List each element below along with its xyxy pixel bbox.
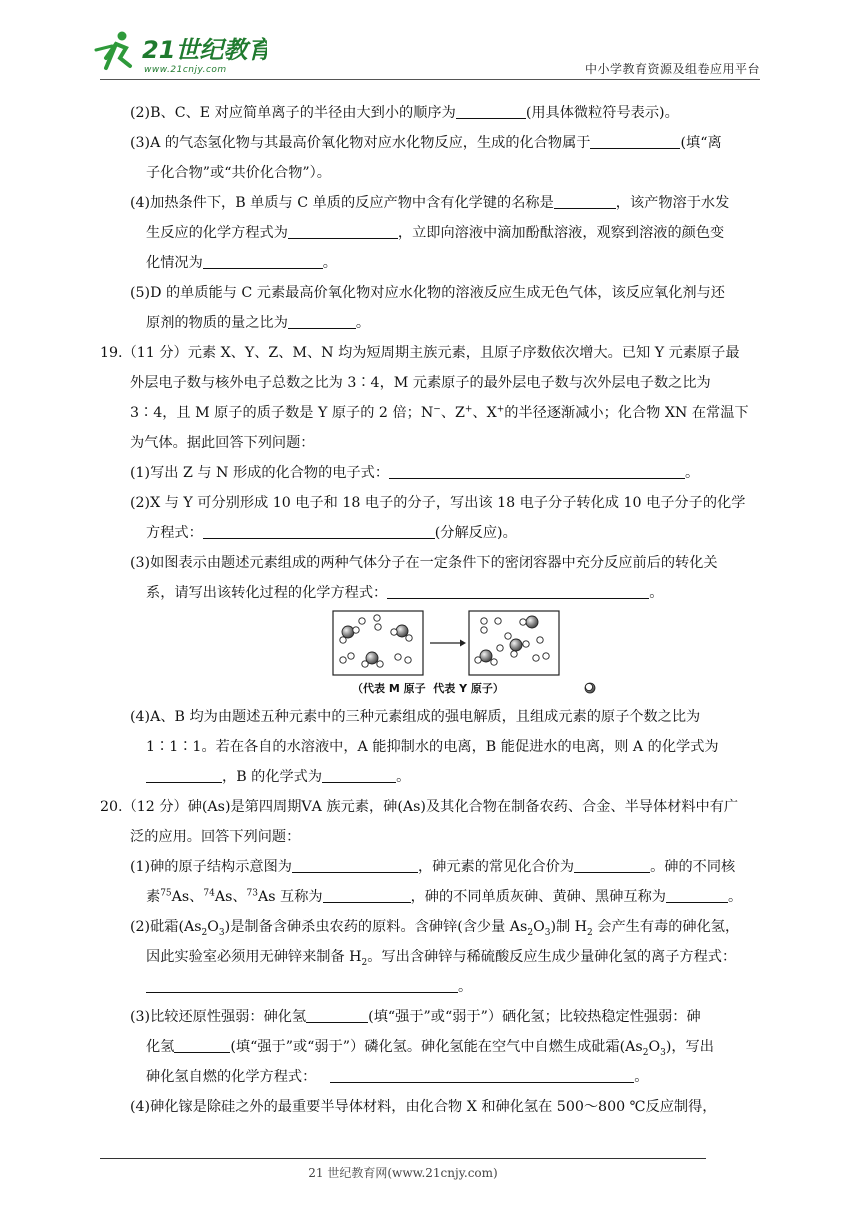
runner-logo-icon	[92, 28, 267, 78]
q20-part1: (1)砷的原子结构示意图为 ，砷元素的常见化合价为 。砷的不同核	[100, 852, 764, 882]
answer-blank[interactable]	[387, 582, 649, 599]
reaction-figure	[100, 608, 764, 702]
q18-part4: (4)加热条件下，B 单质与 C 单质的反应产物中含有化学键的名称是 ，该产物溶于水发	[100, 188, 764, 218]
svg-text:21世纪教育: 21世纪教育	[142, 36, 267, 64]
q20-part3-cont: 化氢 (填“强于”或“弱于”）磷化氢。砷化氢能在空气中自燃生成砒霜$(As_2O_3)$，写出	[100, 1032, 764, 1062]
brand-logo	[92, 28, 267, 78]
header-divider	[100, 79, 760, 80]
q20-part3-cont2: 砷化氢自燃的化学方程式： 。	[100, 1062, 764, 1092]
footer-divider	[100, 1158, 706, 1159]
q18-part3: (3)A 的气态氢化物与其最高价氧化物对应水化物反应，生成的化合物属于 (填“离	[100, 128, 764, 158]
answer-blank[interactable]	[203, 252, 323, 269]
answer-blank[interactable]	[203, 522, 435, 539]
q20-part2-cont: 因此实验室必须用无砷锌来制备 $H_2$。写出含砷锌与稀硫酸反应生成少量砷化氢的离子方程式：	[146, 949, 737, 968]
q19-part3: (3)如图表示由题述元素组成的两种气体分子在一定条件下的密闭容器中充分反应前后的转化关	[130, 555, 718, 571]
page-footer: 21 世纪教育网(www.21cnjy.com)	[308, 1166, 498, 1180]
q19-part1: (1)写出 Z 与 N 形成的化合物的电子式： 。	[100, 458, 764, 488]
answer-blank[interactable]	[288, 222, 398, 239]
q20-part4: (4)砷化镓是除硅之外的最重要半导体材料，由化合物 X 和砷化氢在 500～800 ℃反应制得，	[130, 1099, 717, 1115]
answer-blank[interactable]	[574, 856, 650, 873]
q20-part2: (2)砒霜$(As_2O_3)$是制备含砷杀虫农药的原料。含砷锌(含少量 $As_2O_3$)制 $H_2$ 会产生有毒的砷化氢，	[130, 919, 740, 938]
q18-part4-cont2: 化情况为 。	[100, 248, 764, 278]
answer-blank[interactable]	[306, 1006, 368, 1023]
platform-name: 中小学教育资源及组卷应用平台	[584, 62, 760, 76]
q18-part5: (5)D 的单质能与 C 元素最高价氧化物对应水化物的溶液反应生成无色气体，该反应氧化剂与还	[130, 285, 725, 301]
q19-part2: (2)X 与 Y 可分别形成 10 电子和 18 电子的分子，写出该 18 电子分子转化成 10 电子分子的化学	[130, 495, 746, 511]
answer-blank[interactable]	[288, 312, 356, 329]
answer-blank[interactable]	[292, 856, 418, 873]
answer-blank[interactable]	[666, 886, 728, 903]
answer-blank[interactable]	[322, 766, 396, 783]
answer-blank[interactable]	[174, 1036, 230, 1053]
q18-part3-cont: 子化合物”或“共价化合物”）。	[146, 165, 331, 181]
q18-part2: (2)B、C、E 对应简单离子的半径由大到小的顺序为 (用具体微粒符号表示)。	[100, 98, 764, 128]
answer-blank[interactable]	[146, 766, 222, 783]
q19-part4: (4)A、B 均为由题述五种元素中的三种元素组成的强电解质，且组成元素的原子个数之比为	[130, 709, 701, 725]
q19-stem-2: 外层电子数与核外电子总数之比为 3∶4，M 元素原子的最外层电子数与次外层电子数之比为	[130, 375, 711, 391]
q19-stem: 19.（11 分）元素 X、Y、Z、M、N 均为短周期主族元素，且原子序数依次增大。已知 Y 元素原子最	[100, 345, 740, 361]
answer-blank[interactable]	[389, 462, 685, 479]
q20-part2-cont2: 。	[100, 972, 764, 1002]
q19-stem-4: 为气体。据此回答下列问题：	[130, 435, 315, 451]
exam-content	[100, 98, 764, 1122]
q20-part1-cont: 素$^{75}$As、$^{74}$As、$^{73}$As 互称为 ，砷的不同单质灰砷、黄砷、黑砷互称为 。	[100, 882, 764, 912]
figure-caption: （ 代表 M 原子 代表 Y 原子）	[352, 680, 504, 696]
q19-part4-cont: 1∶1∶1。若在各自的水溶液中，A 能抑制水的电离，B 能促进水的电离，则 A 的化学式为	[146, 739, 719, 755]
answer-blank[interactable]	[554, 192, 616, 209]
q19-part3-cont: 系，请写出该转化过程的化学方程式： 。	[100, 578, 764, 608]
q18-part5-cont: 原剂的物质的量之比为 。	[100, 308, 764, 338]
q18-part4-cont: 生反应的化学方程式为 ，立即向溶液中滴加酚酞溶液，观察到溶液的颜色变	[100, 218, 764, 248]
q19-part2-cont: 方程式： (分解反应)。	[100, 518, 764, 548]
page-header	[0, 0, 860, 88]
q20-stem: 20.（12 分）砷(As)是第四周期ⅤA 族元素，砷(As)及其化合物在制备农药、合金、半导体材料中有广	[100, 799, 739, 815]
q20-stem-2: 泛的应用。回答下列问题：	[130, 829, 301, 845]
answer-blank[interactable]	[590, 132, 680, 149]
q19-stem-3: 3∶4，且 M 原子的质子数是 Y 原子的 2 倍；N−、Z+、X+的半径逐渐减小；化合物 XN 在常温下	[130, 404, 749, 421]
answer-blank[interactable]	[456, 102, 526, 119]
answer-blank[interactable]	[330, 1066, 634, 1083]
molecule-diagram	[332, 610, 560, 676]
svg-text:www.21cnjy.com: www.21cnjy.com	[144, 65, 227, 75]
q19-part4-cont2: ，B 的化学式为 。	[100, 762, 764, 792]
y-atom-legend-icon	[584, 682, 594, 692]
answer-blank[interactable]	[146, 976, 458, 993]
q20-part3: (3)比较还原性强弱：砷化氢 (填“强于”或“弱于”）硒化氢；比较热稳定性强弱：砷	[100, 1002, 764, 1032]
answer-blank[interactable]	[323, 886, 411, 903]
